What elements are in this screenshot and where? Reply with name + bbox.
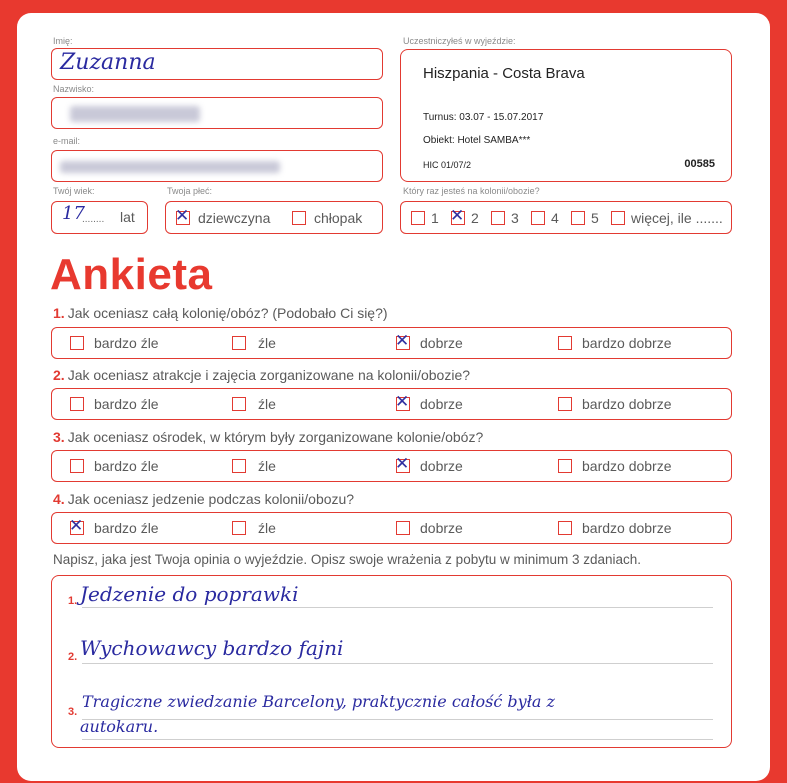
question-3 xyxy=(53,429,483,445)
question-1-text: Jak oceniasz całą kolonię/obóz? (Podobało Ci się?) xyxy=(67,305,388,321)
opinion-line-4-text: autokaru. xyxy=(80,717,159,736)
q2-option-bardzo-zle: bardzo źle xyxy=(94,396,159,412)
question-2-text: Jak oceniasz atrakcje i zajęcia zorganizowane na kolonii/obozie? xyxy=(67,367,471,383)
ktory-raz-checkbox-2[interactable] xyxy=(451,211,465,225)
question-1-num: 1. xyxy=(53,305,65,321)
redacted-email xyxy=(60,161,280,173)
opinion-field[interactable] xyxy=(51,575,732,748)
trip-turnus: Turnus: 03.07 - 15.07.2017 xyxy=(423,112,544,123)
plec-checkbox-dziewczyna[interactable] xyxy=(176,211,190,225)
q1-option-dobrze: dobrze xyxy=(420,335,463,351)
opinion-prompt: Napisz, jaka jest Twoja opinia o wyjeździe. Opisz swoje wrażenia z pobytu w minimum 3 zdaniach. xyxy=(53,552,642,567)
opinion-rule-3 xyxy=(82,719,713,720)
ktory-raz-option-2: 2 xyxy=(471,210,479,226)
question-4 xyxy=(53,491,354,507)
opinion-line-1-num: 1. xyxy=(68,595,78,607)
opinion-rule-4 xyxy=(82,739,713,740)
ktory-raz-checkbox-wiecej[interactable] xyxy=(611,211,625,225)
ktory-raz-option-4: 4 xyxy=(551,210,559,226)
question-3-answers xyxy=(51,450,732,482)
question-3-text: Jak oceniasz ośrodek, w którym były zorganizowane kolonie/obóz? xyxy=(67,429,484,445)
q3-option-bardzo-dobrze: bardzo dobrze xyxy=(582,458,672,474)
q2-option-dobrze: dobrze xyxy=(420,396,463,412)
wiek-value: 17 xyxy=(62,203,85,224)
opinion-line-2-text: Wychowawcy bardzo fajni xyxy=(80,636,344,660)
q1-option-zle: źle xyxy=(258,335,276,351)
q4-checkbox-dobrze[interactable] xyxy=(396,521,410,535)
ktory-raz-option-3: 3 xyxy=(511,210,519,226)
wiek-label: Twój wiek: xyxy=(53,186,95,196)
nazwisko-label: Nazwisko: xyxy=(53,84,95,94)
q4-option-bardzo-zle: bardzo źle xyxy=(94,520,159,536)
trip-destination: Hiszpania - Costa Brava xyxy=(423,65,585,82)
q2-checkbox-bardzo-zle[interactable] xyxy=(70,397,84,411)
opinion-line-3-num: 3. xyxy=(68,706,78,718)
trip-number: 00585 xyxy=(684,158,715,170)
ktory-raz-label: Który raz jesteś na kolonii/obozie? xyxy=(403,186,540,196)
imie-field[interactable] xyxy=(51,48,383,80)
q4-option-zle: źle xyxy=(258,520,276,536)
ktory-raz-option-wiecej: więcej, ile ....... xyxy=(631,210,723,226)
q2-option-bardzo-dobrze: bardzo dobrze xyxy=(582,396,672,412)
question-2-answers xyxy=(51,388,732,420)
opinion-rule-1 xyxy=(82,607,713,608)
question-3-num: 3. xyxy=(53,429,65,445)
q3-checkbox-zle[interactable] xyxy=(232,459,246,473)
wiek-field[interactable] xyxy=(51,201,148,234)
ktory-raz-checkbox-1[interactable] xyxy=(411,211,425,225)
q2-checkbox-zle[interactable] xyxy=(232,397,246,411)
question-2 xyxy=(53,367,470,383)
plec-checkbox-chlopak[interactable] xyxy=(292,211,306,225)
q4-checkbox-bardzo-zle[interactable] xyxy=(70,521,84,535)
q4-checkbox-zle[interactable] xyxy=(232,521,246,535)
q3-checkbox-bardzo-dobrze[interactable] xyxy=(558,459,572,473)
q3-option-zle: źle xyxy=(258,458,276,474)
q3-option-bardzo-zle: bardzo źle xyxy=(94,458,159,474)
question-4-text: Jak oceniasz jedzenie podczas kolonii/obozu? xyxy=(67,491,355,507)
q2-checkbox-bardzo-dobrze[interactable] xyxy=(558,397,572,411)
q2-option-zle: źle xyxy=(258,396,276,412)
opinion-line-3-text: Tragiczne zwiedzanie Barcelony, praktycznie całość była z xyxy=(82,692,555,711)
nazwisko-field[interactable] xyxy=(51,97,383,129)
trip-info-box xyxy=(400,49,732,182)
plec-option-chlopak: chłopak xyxy=(314,210,363,226)
ktory-raz-field xyxy=(400,201,732,234)
plec-label: Twoja płeć: xyxy=(167,186,213,196)
plec-field xyxy=(165,201,383,234)
q1-option-bardzo-dobrze: bardzo dobrze xyxy=(582,335,672,351)
q4-checkbox-bardzo-dobrze[interactable] xyxy=(558,521,572,535)
question-4-answers xyxy=(51,512,732,544)
q3-option-dobrze: dobrze xyxy=(420,458,463,474)
ktory-raz-checkbox-5[interactable] xyxy=(571,211,585,225)
imie-value: Zuzanna xyxy=(60,50,156,75)
opinion-line-1-text: Jedzenie do poprawki xyxy=(80,582,299,606)
question-1-answers xyxy=(51,327,732,359)
wiek-dots: ........ xyxy=(82,214,105,225)
email-label: e-mail: xyxy=(53,136,81,146)
q1-option-bardzo-zle: bardzo źle xyxy=(94,335,159,351)
q1-checkbox-dobrze[interactable] xyxy=(396,336,410,350)
opinion-line-2-num: 2. xyxy=(68,651,78,663)
email-field[interactable] xyxy=(51,150,383,182)
q4-option-dobrze: dobrze xyxy=(420,520,463,536)
q2-checkbox-dobrze[interactable] xyxy=(396,397,410,411)
q4-option-bardzo-dobrze: bardzo dobrze xyxy=(582,520,672,536)
q3-checkbox-bardzo-zle[interactable] xyxy=(70,459,84,473)
plec-option-dziewczyna: dziewczyna xyxy=(198,210,271,226)
ktory-raz-option-5: 5 xyxy=(591,210,599,226)
wyjazd-label: Uczestniczyłeś w wyjeździe: xyxy=(403,36,516,46)
page-title: Ankieta xyxy=(50,250,213,299)
q3-checkbox-dobrze[interactable] xyxy=(396,459,410,473)
q1-checkbox-bardzo-dobrze[interactable] xyxy=(558,336,572,350)
question-4-num: 4. xyxy=(53,491,65,507)
ktory-raz-checkbox-4[interactable] xyxy=(531,211,545,225)
ktory-raz-option-1: 1 xyxy=(431,210,439,226)
redacted-surname xyxy=(70,106,200,122)
wiek-unit: lat xyxy=(120,209,135,225)
question-1 xyxy=(53,305,388,321)
question-2-num: 2. xyxy=(53,367,65,383)
q1-checkbox-zle[interactable] xyxy=(232,336,246,350)
q1-checkbox-bardzo-zle[interactable] xyxy=(70,336,84,350)
opinion-rule-2 xyxy=(82,663,713,664)
trip-code: HIC 01/07/2 xyxy=(423,160,472,170)
imie-label: Imię: xyxy=(53,36,73,46)
ktory-raz-checkbox-3[interactable] xyxy=(491,211,505,225)
trip-obiekt: Obiekt: Hotel SAMBA*** xyxy=(423,135,531,146)
survey-sheet xyxy=(17,13,770,781)
